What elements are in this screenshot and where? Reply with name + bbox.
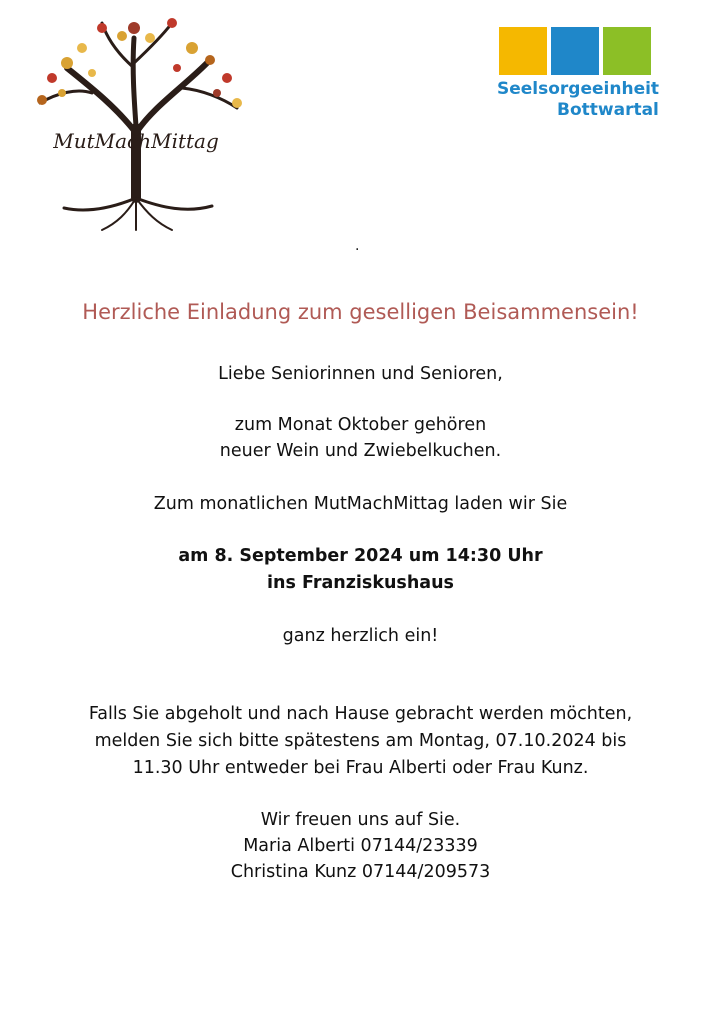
intro-line-2: neuer Wein und Zwiebelkuchen. — [219, 441, 502, 461]
mutmachmittag-logo — [22, 8, 250, 234]
invite-line: Zum monatlichen MutMachMittag laden wir Sie — [153, 494, 568, 514]
cross-icon — [499, 27, 547, 75]
grapes-icon — [603, 27, 651, 75]
welcome-line: ganz herzlich ein! — [282, 626, 439, 646]
separator-dot: . — [355, 238, 360, 254]
invitation-heading: Herzliche Einladung zum geselligen Beisammensein! — [82, 300, 639, 324]
brand-line-1: Seelsorgeeinheit — [497, 79, 660, 99]
seelsorgeeinheit-logo — [497, 27, 662, 127]
date-line: am 8. September 2024 um 14:30 Uhr — [178, 546, 543, 566]
dove-icon — [551, 27, 599, 75]
place-line: ins Franziskushaus — [267, 573, 454, 593]
brand-line-2: Bottwartal — [557, 100, 659, 120]
intro-line-1: zum Monat Oktober gehören — [234, 415, 487, 435]
closing-line: Wir freuen uns auf Sie. — [260, 810, 461, 830]
pickup-line-3: 11.30 Uhr entweder bei Frau Alberti oder Frau Kunz. — [132, 758, 589, 778]
tree-icon — [22, 8, 250, 234]
svg-text:MutMachMittag: MutMachMittag — [53, 129, 219, 153]
contact-alberti: Maria Alberti 07144/23339 — [243, 836, 478, 856]
greeting: Liebe Seniorinnen und Senioren, — [218, 364, 503, 384]
pickup-line-2: melden Sie sich bitte spätestens am Montag, 07.10.2024 bis — [94, 731, 627, 751]
pickup-line-1: Falls Sie abgeholt und nach Hause gebracht werden möchten, — [88, 704, 633, 724]
contact-kunz: Christina Kunz 07144/209573 — [230, 862, 491, 882]
